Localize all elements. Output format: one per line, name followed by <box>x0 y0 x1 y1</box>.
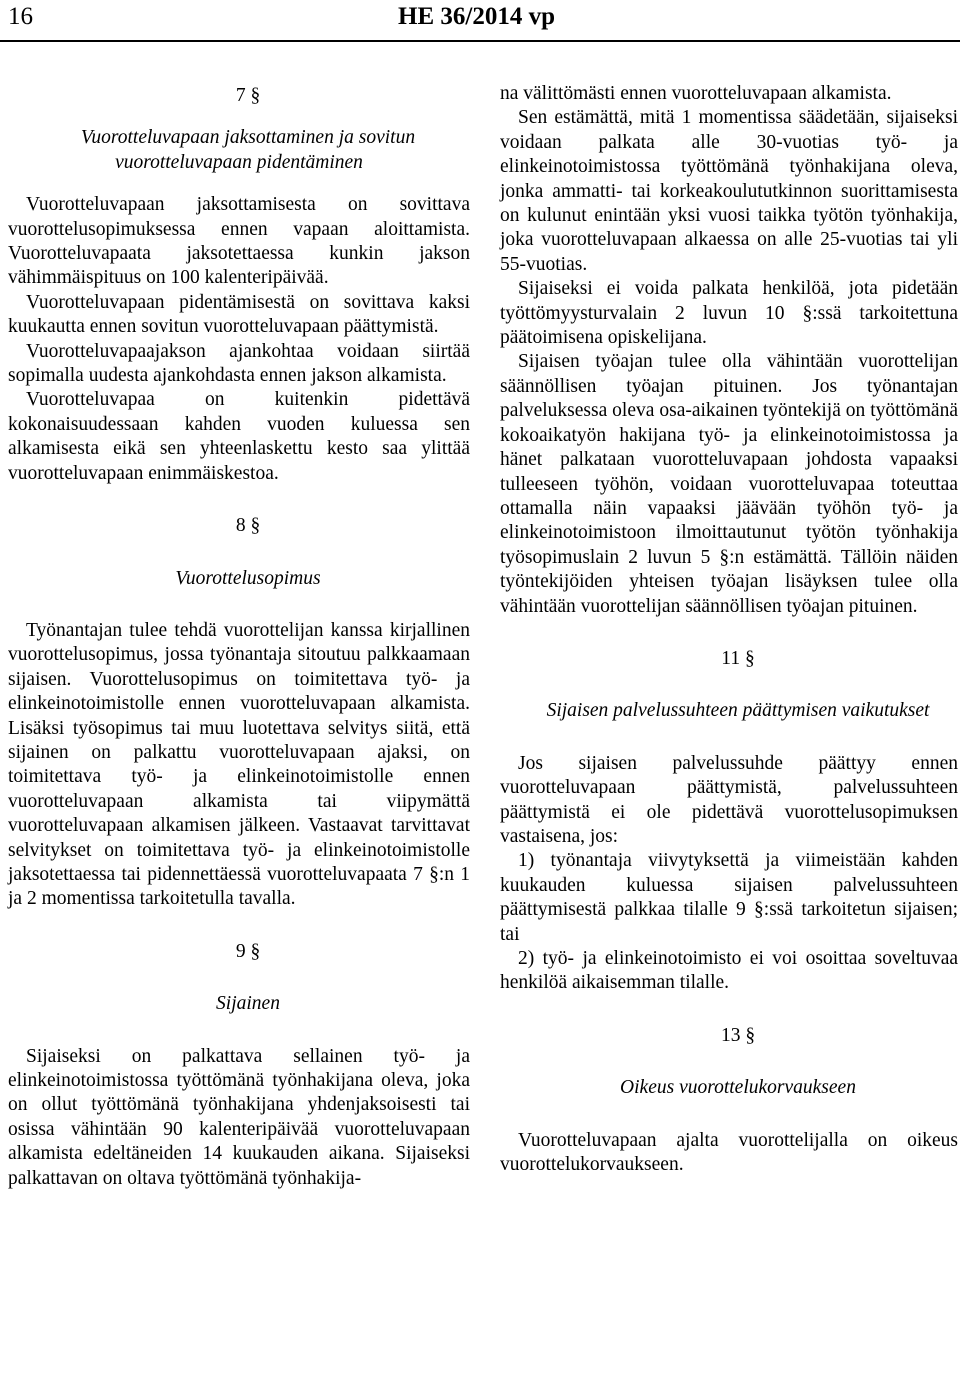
section-7-paragraph-3: Vuorotteluvapaajakson ajankohtaa voidaan siirtää sopimalla uudesta ajankohdasta ennen jakson alkamista. <box>8 340 470 387</box>
section-7-number: 7 § <box>235 85 261 106</box>
section-9-paragraph-2: Sen estämättä, mitä 1 momentissa säädetään, sijaiseksi voidaan palkata alle 30-vuotias työ- ja elinkeinotoimistossa työttömänä työnhakijana oleva, jonka ammatti- tai korkeakoulututkinnon suorittamisesta on kulunut enintään yksi vuosi taikka työtön työnhakija, joka vuorotteluvapaan alkaessa on alle 25-vuotias tai yli 55-vuotias. <box>500 107 958 275</box>
header-rule <box>0 40 960 42</box>
section-9-title: Sijainen <box>216 993 280 1015</box>
section-13-number: 13 § <box>720 1024 756 1046</box>
section-7-paragraph-1: Vuorotteluvapaan jaksottamisesta on sovittava vuorottelusopimuksessa ennen vapaan aloittamista. Vuorotteluvapaata jaksotettaessa kunkin jakson vähimmäispituus on 100 kalenteripäivää. <box>8 194 470 289</box>
section-8-title: Vuorottelusopimus <box>175 567 321 589</box>
section-11-number: 11 § <box>721 647 755 669</box>
section-9-paragraph-1: Sijaiseksi on palkattava sellainen työ- ja elinkeinotoimistossa työttömänä työnhakijana oleva, joka on ollut työttömänä työnhakijana yhdenjaksoisesti tai osissa vähintään 90 kalenteripäivää vuorotteluvapaan alkamista edeltäneiden 14 kuukauden aikana. Sijaiseksi palkattavan on oltava työttömänä työnhakija- <box>8 1045 470 1189</box>
section-11-paragraph-3: 2) työ- ja elinkeinotoimisto ei voi osoittaa soveltuvaa henkilöä aikaisemman tilalle. <box>500 948 958 994</box>
section-9-number: 9 § <box>235 940 261 962</box>
section-7-paragraph-4: Vuorotteluvapaa on kuitenkin pidettävä kokonaisuudessaan kahden vuoden kuluessa sen alkamisesta eikä sen yhteenlaskettu kesto saa ylittää vuorotteluvapaan enimmäiskestoa. <box>8 389 470 484</box>
section-13-title: Oikeus vuorottelukorvaukseen <box>620 1077 856 1099</box>
section-11-paragraph-2: 1) työnantaja viivytyksettä ja viimeistään kahden kuukauden kuluessa sijaisen palvelussuhteen päättymisestä palkkaa tilalle 9 §:ssä tarkoitetun sijaisen; tai <box>500 850 958 945</box>
section-7-paragraph-2: Vuorotteluvapaan pidentämisestä on sovittava kaksi kuukautta ennen sovitun vuorotteluvapaan päättymistä. <box>8 291 470 338</box>
right-column <box>500 82 958 1177</box>
page-number: 16 <box>8 3 33 30</box>
section-11-title: Sijaisen palvelussuhteen päättymisen vaikutukset <box>546 700 930 722</box>
section-9-paragraph-4: Sijaisen työajan tulee olla vähintään vuorottelijan säännöllisen työajan pituinen. Jos työnantajan palveluksessa oleva osa-aikainen työntekijä on työttömänä kokoaikatyön hakijana työ- ja elinkeinotoimistossa ja hänet palkataan vuorotteluvapaan johdosta vapaaksi tulleeseen työhön, voidaan vuorotteluvapaa toteuttaa ottamalla näin vapaaksi jäävään työhön työ- ja elinkeinotoimistoon ilmoittautunut työtön työnhakija työsopimuslain 2 luvun 5 §:n estämättä. Tällöin näiden työntekijöiden yhteisen työajan lisäyksen tulee olla vähintään vuorottelijan säännöllisen työajan pituinen. <box>500 351 958 617</box>
left-column <box>8 84 470 1191</box>
section-9-paragraph-3: Sijaiseksi ei voida palkata henkilöä, jota pidetään työttömyysturvalain 2 luvun 10 §:ssä tarkoitettuna päätoimisena opiskelijana. <box>500 278 958 349</box>
section-7-title: Vuorotteluvapaan jaksottaminen ja sovitun vuorotteluvapaan pidentäminen <box>80 127 416 173</box>
section-8-number: 8 § <box>235 515 261 537</box>
section-8-paragraph-1: Työnantajan tulee tehdä vuorottelijan kanssa kirjallinen vuorottelusopimus, jossa työnantaja sitoutuu palkkaamaan sijaisen. Vuorottelusopimus on toimitettava työ- ja elinkeinotoimistolle ennen vuorotteluvapaan alkamista. Lisäksi työsopimus tai muu luotettava selvitys siitä, että sijainen on palkattu vuorotteluvapaan ajaksi, on toimitettava työ- ja elinkeinotoimistolle ennen vuorotteluvapaan alkamista tai viipymättä vuorotteluvapaan alkamisen jälkeen. Vastaavat tarvittavat selvitykset on toimitettava työ- ja elinkeinotoimistolle jaksotettaessa tai pidennettäessä vuorotteluvapaata 7 §:n 1 ja 2 momentissa tarkoitetulla tavalla. <box>8 619 470 910</box>
section-9-continuation: na välittömästi ennen vuorotteluvapaan alkamista. <box>500 83 892 104</box>
section-13-paragraph-1: Vuorotteluvapaan ajalta vuorottelijalla on oikeus vuorottelukorvaukseen. <box>500 1129 958 1176</box>
section-11-paragraph-1: Jos sijaisen palvelussuhde päättyy ennen vuorotteluvapaan päättymistä, palvelussuhteen päättymistä ei ole pidettävä vuorottelusopimuksen vastaisena, jos: <box>500 752 958 847</box>
document-id: HE 36/2014 vp <box>398 3 555 30</box>
